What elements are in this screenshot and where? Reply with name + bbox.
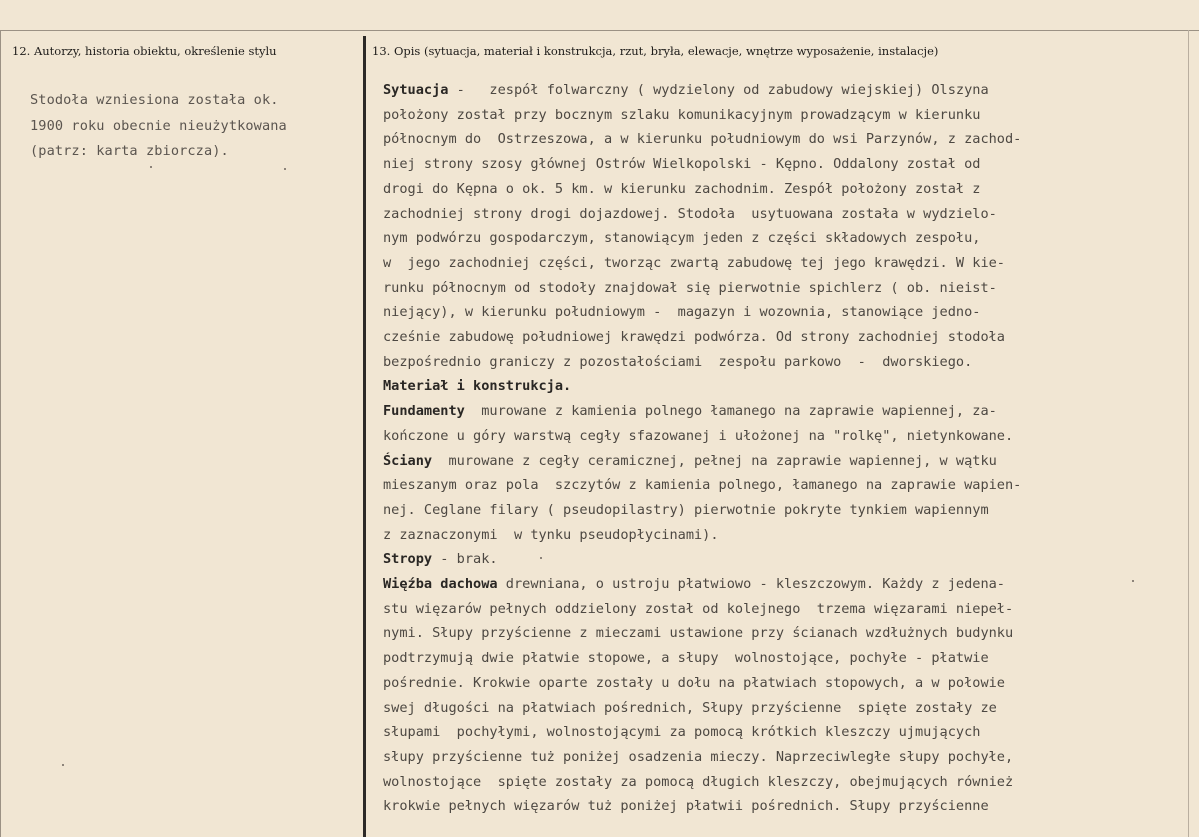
section-12-body [30,88,350,165]
paper-speck [1132,580,1134,582]
section-13-line [383,646,1153,671]
line-text: zachodniej strony drogi dojazdowej. Stodoła usytuowana została w wydzielo- [383,205,997,222]
line-text: nym podwórzu gospodarczym, stanowiącym jeden z części składowych zespołu, [383,230,981,247]
section-13-line [383,276,1153,301]
section-13-line [383,621,1153,646]
line-text: drogi do Kępna o ok. 5 km. w kierunku zachodnim. Zespół położony został z [383,180,981,197]
line-text: cześnie zabudowę południowej krawędzi podwórza. Od strony zachodniej stodoła [383,329,1005,346]
card-top-border [0,30,1199,31]
section-12-line: 1900 roku obecnie nieużytkowana [30,117,287,134]
line-text: z zaznaczonymi w tynku pseudopłycinami). [383,526,719,543]
line-text: murowane z kamienia polnego łamanego na zaprawie wapiennej, za- [464,403,997,420]
section-13-line [383,572,1153,597]
card-left-border [0,30,1,837]
line-text: słupami pochyłymi, wolnostojącymi za pomocą krótkich kleszczy ujmujących [383,724,981,741]
section-13-line [383,794,1153,819]
section-13-line [383,374,1153,399]
section-13-line [383,300,1153,325]
line-text: stu więzarów pełnych oddzielony został od kolejnego trzema więzarami niepeł- [383,600,1014,617]
line-text: murowane z cegły ceramicznej, pełnej na zaprawie wapiennej, w wątku [432,452,997,469]
section-13-line [383,770,1153,795]
section-13-line [383,325,1153,350]
paper-speck [284,168,286,170]
section-12-line: (patrz: karta zbiorcza). [30,143,229,160]
card-right-border [1188,30,1189,837]
section-13-line [383,127,1153,152]
section-13-line [383,103,1153,128]
section-13-heading: 13. Opis (sytuacja, materiał i konstrukcja, rzut, bryła, elewacje, wnętrze wyposażenie, instalacje) [372,44,939,58]
subsection-keyword: Ściany [383,452,433,469]
line-text: wolnostojące spięte zostały za pomocą długich kleszczy, obejmujących również [383,773,1014,790]
line-text: niejący), w kierunku południowym - magazyn i wozownia, stanowiące jedno- [383,304,981,321]
subsection-keyword: Więźba dachowa [383,576,498,593]
line-text: północnym do Ostrzeszowa, a w kierunku południowym do wsi Parzynów, z zachod- [383,131,1022,148]
subsection-keyword: Stropy [383,551,433,568]
line-text: kończone u góry warstwą cegły sfazowanej i ułożonej na "rolkę", nietynkowane. [383,427,1014,444]
line-text: - brak. [432,551,498,568]
section-13-line [383,597,1153,622]
section-13-line [383,720,1153,745]
line-text: nej. Ceglane filary ( pseudopilastry) pierwotnie pokryte tynkiem wapiennym [383,501,989,518]
paper-speck [540,557,542,559]
section-13-line [383,424,1153,449]
section-13-line [383,399,1153,424]
line-text: w jego zachodniej części, tworząc zwartą zabudowę tej jego krawędzi. W kie- [383,254,1005,271]
section-12-heading: 12. Autorzy, historia obiektu, określenie stylu [12,44,277,58]
column-divider [363,36,366,837]
paper-speck [150,166,152,168]
section-13-line [383,226,1153,251]
section-13-line [383,696,1153,721]
line-text: mieszanym oraz pola szczytów z kamienia polnego, łamanego na zaprawie wapien- [383,477,1022,494]
line-text: - zespół folwarczny ( wydzielony od zabudowy wiejskiej) Olszyna [448,82,989,98]
section-13-line [383,251,1153,276]
line-text: nymi. Słupy przyścienne z mieczami ustawione przy ścianach wzdłużnych budynku [383,625,1014,642]
section-13-line [383,473,1153,498]
section-12-line: Stodoła wzniesiona została ok. [30,92,279,108]
section-13-line [383,177,1153,202]
subsection-keyword: Fundamenty [383,403,465,420]
section-13-line [383,671,1153,696]
line-text: podtrzymują dwie płatwie stopowe, a słupy wolnostojące, pochyłe - płatwie [383,650,989,667]
subsection-keyword: Sytuacja [383,82,449,98]
subsection-keyword: Materiał i konstrukcja. [383,378,572,395]
line-text: niej strony szosy głównej Ostrów Wielkopolski - Kępno. Oddalony został od [383,156,981,173]
line-text: bezpośrednio graniczy z pozostałościami zespołu parkowo - dworskiego. [383,353,973,370]
section-13-body [383,78,1153,819]
section-13-line [383,152,1153,177]
section-13-line [383,523,1153,548]
paper-speck [62,764,64,766]
line-text: swej długości na płatwiach pośrednich, Słupy przyścienne spięte zostały ze [383,699,997,716]
section-13-line [383,78,1153,103]
line-text: krokwie pełnych więzarów tuż poniżej płatwii pośrednich. Słupy przyścienne [383,798,989,815]
section-13-line [383,547,1153,572]
section-13-line [383,449,1153,474]
section-13-line [383,202,1153,227]
section-13-line [383,745,1153,770]
line-text: runku północnym od stodoły znajdował się pierwotnie spichlerz ( ob. nieist- [383,279,997,296]
line-text: położony został przy bocznym szlaku komunikacyjnym prowadzącym w kierunku [383,106,981,123]
line-text: pośrednie. Krokwie oparte zostały u dołu na płatwiach stopowych, a w połowie [383,674,1005,691]
line-text: drewniana, o ustroju płatwiowo - kleszczowym. Każdy z jedena- [497,576,1005,593]
line-text: słupy przyścienne tuż poniżej osadzenia mieczy. Naprzeciwległe słupy pochyłe, [383,748,1014,765]
section-13-line [383,498,1153,523]
section-13-line [383,350,1153,375]
